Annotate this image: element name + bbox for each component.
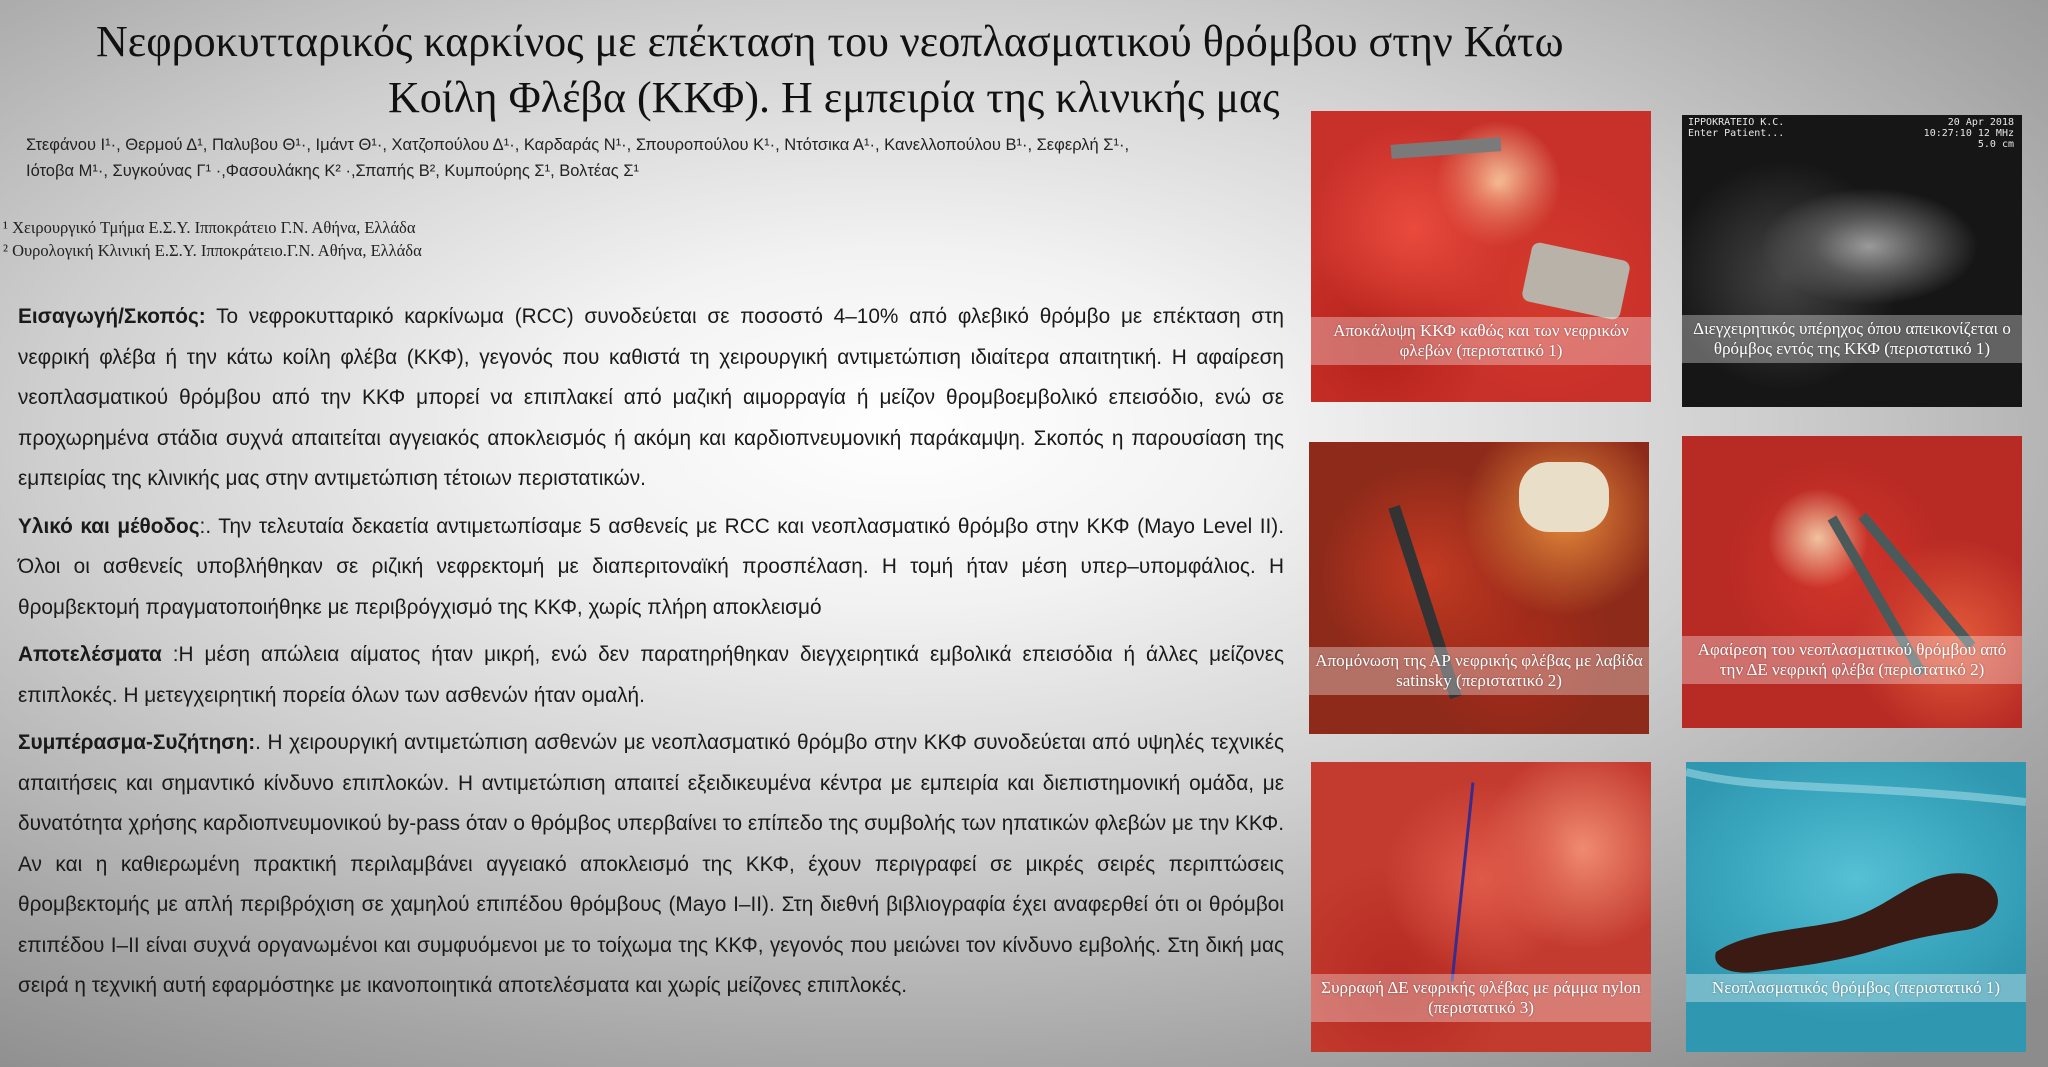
photo-caption: Συρραφή ΔΕ νεφρικής φλέβας με ράμμα nylon (περιστατικό 3) <box>1311 974 1651 1022</box>
affiliation-2: ² Ουρολογική Κλινική Ε.Σ.Υ. Ιπποκράτειο.Γ.Ν. Αθήνα, Ελλάδα <box>3 241 422 260</box>
title-line-2: Κοίλη Φλέβα (ΚΚΦ). Η εμπειρία της κλινικής μας <box>388 73 1280 122</box>
photo-satinsky-clamp <box>1309 442 1649 734</box>
ultrasound-meta: 20 Apr 2018 10:27:10 12 MHz 5.0 cm <box>1923 117 2014 150</box>
conclusion-paragraph <box>18 723 1284 1007</box>
photo-ultrasound <box>1682 115 2022 407</box>
intro-text: Το νεφροκυτταρικό καρκίνωμα (RCC) συνοδεύεται σε ποσοστό 4–10% από φλεβικό θρόμβο με επέκταση στη νεφρική φλέβα ή την κάτω κοίλη φλέβα (ΚΚΦ), γεγονός που καθιστά τη χειρουργική αντιμετώπιση ιδιαίτερα απαιτητική. Η αφαίρεση νεοπλασματικού θρόμβου από την ΚΚΦ μπορεί να επιπλακεί από μαζική αιμορραγία ή μείζον θρομβοεμβολικό επεισόδιο, ενώ σε προχωρημένα στάδια συχνά απαιτείται αγγειακός αποκλεισμός ή ακόμη και καρδιοπνευμονική παράκαμψη. Σκοπός η παρουσίαση της εμπειρίας της κλινικής μας στην αντιμετώπιση τέτοιων περιστατικών. <box>18 305 1284 490</box>
author-line-1: Στεφάνου Ι¹·, Θερμού Δ¹, Παλυβου Θ¹·, Ιμάντ Θ¹·, Χατζοπούλου Δ¹·, Καρδαράς Ν¹·, Σπουροπούλου Κ¹·, Ντότσικα Α¹·, Κανελλοπούλου Β¹·, Σεφερλή Σ¹·, <box>26 136 1130 154</box>
methods-text: :. Την τελευταία δεκαετία αντιμετωπίσαμε 5 ασθενείς με RCC και νεοπλασματικό θρόμβο στην ΚΚΦ (Mayo Level II). Όλοι οι ασθενείς υποβλήθηκαν σε ριζική νεφρεκτομή με διαπεριτοναϊκή προσπέλαση. Η τομή ήταν μέση υπερ–υπομφάλιος. Η θρομβεκτομή πραγματοποιήθηκε με περιβρόγχισμό της ΚΚΦ, χωρίς πλήρη αποκλεισμό <box>18 514 1284 619</box>
intro-paragraph <box>18 297 1284 500</box>
methods-paragraph <box>18 507 1284 629</box>
affiliation-1: ¹ Χειρουργικό Τμήμα Ε.Σ.Υ. Ιπποκράτειο Γ.Ν. Αθήνα, Ελλάδα <box>3 218 416 237</box>
ultrasound-header: IPPOKRATEIO K.C. Enter Patient... <box>1688 117 1785 139</box>
retractor-blade-shape <box>1521 241 1631 320</box>
glove-shape <box>1519 462 1609 532</box>
poster-title <box>60 14 1620 126</box>
author-list <box>26 132 1296 184</box>
affiliations <box>3 216 703 262</box>
results-text: :Η μέση απώλεια αίματος ήταν μικρή, ενώ δεν παρατηρήθηκαν διεγχειρητικά εμβολικά επεισόδια ή άλλες μείζονες επιπλοκές. Η μετεγχειρητική πορεία όλων των ασθενών ήταν ομαλή. <box>18 643 1284 707</box>
photo-thrombus-removal <box>1682 436 2022 728</box>
photo-caption: Αποκάλυψη ΚΚΦ καθώς και των νεφρικών φλεβών (περιστατικό 1) <box>1311 317 1651 365</box>
photo-ivc-exposure <box>1311 111 1651 402</box>
results-paragraph <box>18 635 1284 716</box>
intro-heading: Εισαγωγή/Σκοπός: <box>18 305 206 328</box>
abstract-body <box>18 297 1284 1014</box>
photo-caption: Νεοπλασματικός θρόμβος (περιστατικό 1) <box>1686 974 2026 1002</box>
conclusion-text: . Η χειρουργική αντιμετώπιση ασθενών με νεοπλασματικό θρόμβο στην ΚΚΦ συνοδεύεται από υψηλές τεχνικές απαιτήσεις και σημαντικό κίνδυνο επιπλοκών. Η αντιμετώπιση απαιτεί εξειδικευμένα κέντρα με εμπειρία και διεπιστημονική ομάδα, με δυνατότητα χρήσης καρδιοπνευμονικού by-pass όταν ο θρόμβος υπερβαίνει το επίπεδο της συμβολής των ηπατικών φλεβών με την ΚΚΦ. Αν και η καθιερωμένη πρακτική περιλαμβάνει αγγειακό αποκλεισμό της ΚΚΦ, έχουν περιγραφεί σε μικρές σειρές περιπτώσεις θρομβεκτομής με απλή περιβρόχιση σε χαμηλού επιπέδου θρόμβους (Mayo I–II). Στη διεθνή βιβλιογραφία έχει αναφερθεί ότι οι θρόμβοι επιπέδου I–II είναι συχνά οργανωμένοι και συμφυόμενοι με το τοίχωμα της ΚΚΦ, γεγονός που μειώνει τον κίνδυνο εμβολής. Στη δική μας σειρά η τεχνική αυτή εφαρμόστηκε με ικανοποιητικά αποτελέσματα και χωρίς μείζονες επιπλοκές. <box>18 731 1284 997</box>
suture-thread-shape <box>1451 782 1475 981</box>
retractor-shape <box>1391 137 1502 159</box>
methods-heading: Υλικό και μέθοδος <box>18 514 200 538</box>
forceps-shape-2 <box>1859 513 1976 650</box>
photo-caption: Αφαίρεση του νεοπλασματικού θρόμβου από την ΔΕ νεφρική φλέβα (περιστατικό 2) <box>1682 636 2022 684</box>
author-line-2: Ιότοβα Μ¹·, Συγκούνας Γ¹ ·,Φασουλάκης Κ² ·,Σπαπής Β², Κυμπούρης Σ¹, Βολτέας Σ¹ <box>26 162 640 180</box>
photo-caption: Απομόνωση της ΑΡ νεφρικής φλέβας με λαβίδα satinsky (περιστατικό 2) <box>1309 647 1649 695</box>
conclusion-heading: Συμπέρασμα-Συζήτηση: <box>18 731 256 754</box>
photo-suture <box>1311 762 1651 1052</box>
title-line-1: Νεφροκυτταρικός καρκίνος με επέκταση του νεοπλασματικού θρόμβου στην Κάτω <box>96 17 1564 66</box>
photo-caption: Διεγχειρητικός υπέρηχος όπου απεικονίζεται ο θρόμβος εντός της ΚΚΦ (περιστατικό 1) <box>1682 315 2022 363</box>
photo-thrombus-specimen <box>1686 762 2026 1052</box>
results-heading: Αποτελέσματα <box>18 643 162 666</box>
thrombus-specimen-shape <box>1686 762 2026 1052</box>
